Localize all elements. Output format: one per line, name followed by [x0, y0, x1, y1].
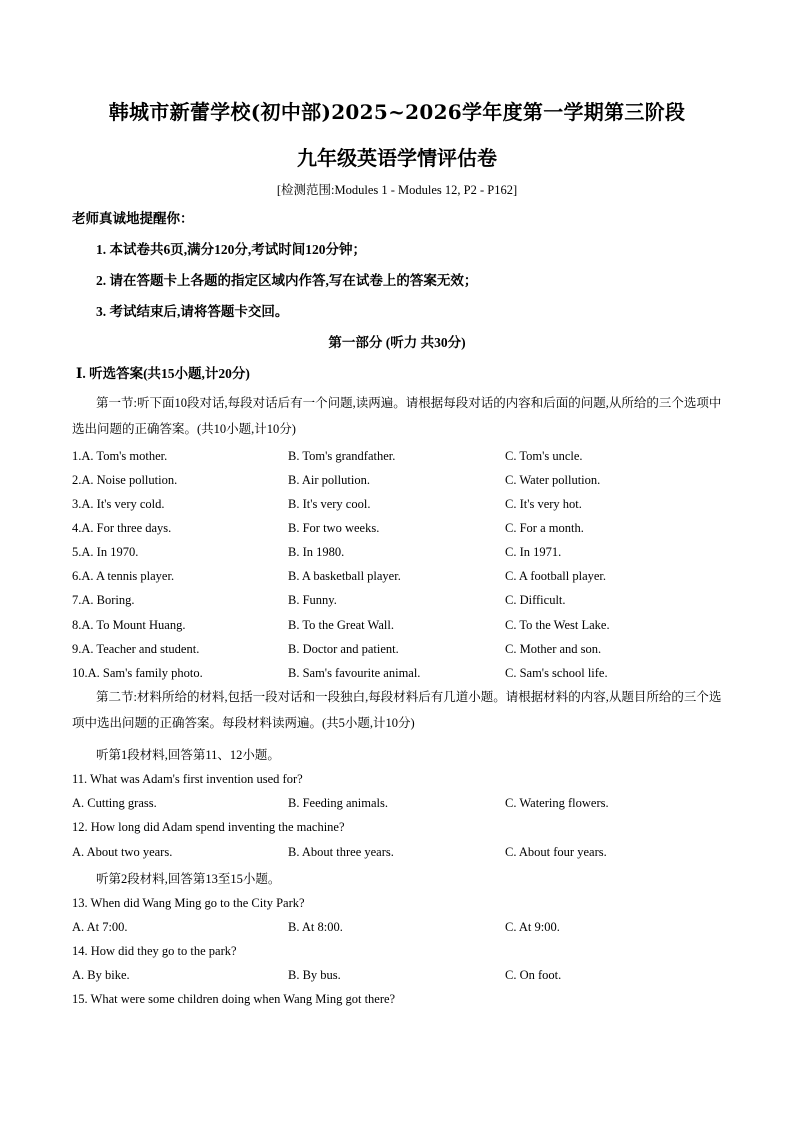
- question-14: 14. How did they go to the park?: [72, 944, 237, 958]
- exam-title-line1: 韩城市新蕾学校(初中部)2025~2026学年度第一学期第三阶段: [108, 100, 686, 124]
- option-b: B. In 1980.: [288, 545, 345, 559]
- option-b: B. Tom's grandfather.: [288, 449, 396, 463]
- option-c: C. To the West Lake.: [505, 618, 610, 632]
- question-13: 13. When did Wang Ming go to the City Park?: [72, 896, 305, 910]
- question-row: [72, 521, 732, 543]
- option-a: 8.A. To Mount Huang.: [72, 618, 186, 632]
- option-b: B. Doctor and patient.: [288, 642, 399, 656]
- option-a: 2.A. Noise pollution.: [72, 473, 178, 487]
- material2-instruction: 听第2段材料,回答第13至15小题。: [96, 872, 281, 886]
- option-a: A. By bike.: [72, 968, 130, 982]
- option-b: B. About three years.: [288, 845, 394, 859]
- option-a: A. About two years.: [72, 845, 173, 859]
- option-c: C. In 1971.: [505, 545, 562, 559]
- question-row: [72, 569, 732, 591]
- part1-title: 第一部分 (听力 共30分): [328, 335, 466, 350]
- option-b: B. To the Great Wall.: [288, 618, 394, 632]
- subsection1-intro: 第一节:听下面10段对话,每段对话后有一个问题,读两遍。请根据每段对话的内容和后面的问题,从所给的三个选项中选出问题的正确答案。(共10小题,计10分): [72, 396, 722, 436]
- subsection2-intro: 第二节:材料所给的材料,包括一段对话和一段独白,每段材料后有几道小题。请根据材料的内容,从题目所给的三个选项中选出问题的正确答案。每段材料读两遍。(共5小题,计10分): [72, 690, 722, 730]
- option-b: B. Feeding animals.: [288, 796, 388, 810]
- question-row: [72, 618, 732, 640]
- option-c: C. It's very hot.: [505, 497, 582, 511]
- option-c: C. For a month.: [505, 521, 584, 535]
- option-a: 5.A. In 1970.: [72, 545, 139, 559]
- option-a: 7.A. Boring.: [72, 593, 135, 607]
- option-c: C. On foot.: [505, 968, 562, 982]
- option-c: C. Difficult.: [505, 593, 566, 607]
- question-row: [72, 845, 732, 867]
- option-b: B. At 8:00.: [288, 920, 343, 934]
- option-b: B. It's very cool.: [288, 497, 371, 511]
- option-b: B. A basketball player.: [288, 569, 401, 583]
- option-c: C. Sam's school life.: [505, 666, 608, 680]
- option-c: C. Water pollution.: [505, 473, 601, 487]
- option-b: B. Funny.: [288, 593, 337, 607]
- option-c: C. A football player.: [505, 569, 607, 583]
- notice-item-1: 1. 本试卷共6页,满分120分,考试时间120分钟；: [96, 242, 366, 257]
- option-b: B. Sam's favourite animal.: [288, 666, 421, 680]
- option-c: C. Watering flowers.: [505, 796, 609, 810]
- option-c: C. Tom's uncle.: [505, 449, 583, 463]
- question-row: [72, 796, 732, 818]
- option-a: 1.A. Tom's mother.: [72, 449, 168, 463]
- question-15: 15. What were some children doing when Wang Ming got there?: [72, 992, 396, 1006]
- exam-scope: [检测范围:Modules 1 - Modules 12, P2 - P162]: [276, 183, 518, 197]
- option-a: A. Cutting grass.: [72, 796, 157, 810]
- exam-title-line2: 九年级英语学情评估卷: [297, 146, 497, 170]
- question-row: [72, 593, 732, 615]
- option-a: A. At 7:00.: [72, 920, 128, 934]
- question-row: [72, 642, 732, 664]
- question-11: 11. What was Adam's first invention used for?: [72, 772, 303, 786]
- option-a: 6.A. A tennis player.: [72, 569, 175, 583]
- option-c: C. Mother and son.: [505, 642, 602, 656]
- option-b: B. For two weeks.: [288, 521, 380, 535]
- option-b: B. By bus.: [288, 968, 341, 982]
- notice-item-2: 2. 请在答题卡上各题的指定区域内作答,写在试卷上的答案无效；: [96, 273, 478, 288]
- question-row: [72, 473, 732, 495]
- material1-instruction: 听第1段材料,回答第11、12小题。: [96, 748, 280, 762]
- notice-item-3: 3. 考试结束后,请将答题卡交回。: [96, 304, 289, 319]
- option-a: 3.A. It's very cold.: [72, 497, 165, 511]
- option-a: 9.A. Teacher and student.: [72, 642, 200, 656]
- question-12: 12. How long did Adam spend inventing the machine?: [72, 820, 345, 834]
- question-row: [72, 968, 732, 990]
- question-row: [72, 497, 732, 519]
- question-row: [72, 545, 732, 567]
- section1-title: Ⅰ. 听选答案(共15小题,计20分): [76, 366, 250, 381]
- notice-heading: 老师真诚地提醒你：: [72, 211, 194, 226]
- option-a: 10.A. Sam's family photo.: [72, 666, 203, 680]
- question-row: [72, 920, 732, 942]
- option-c: C. About four years.: [505, 845, 607, 859]
- question-row: [72, 449, 732, 471]
- option-b: B. Air pollution.: [288, 473, 370, 487]
- option-c: C. At 9:00.: [505, 920, 560, 934]
- option-a: 4.A. For three days.: [72, 521, 172, 535]
